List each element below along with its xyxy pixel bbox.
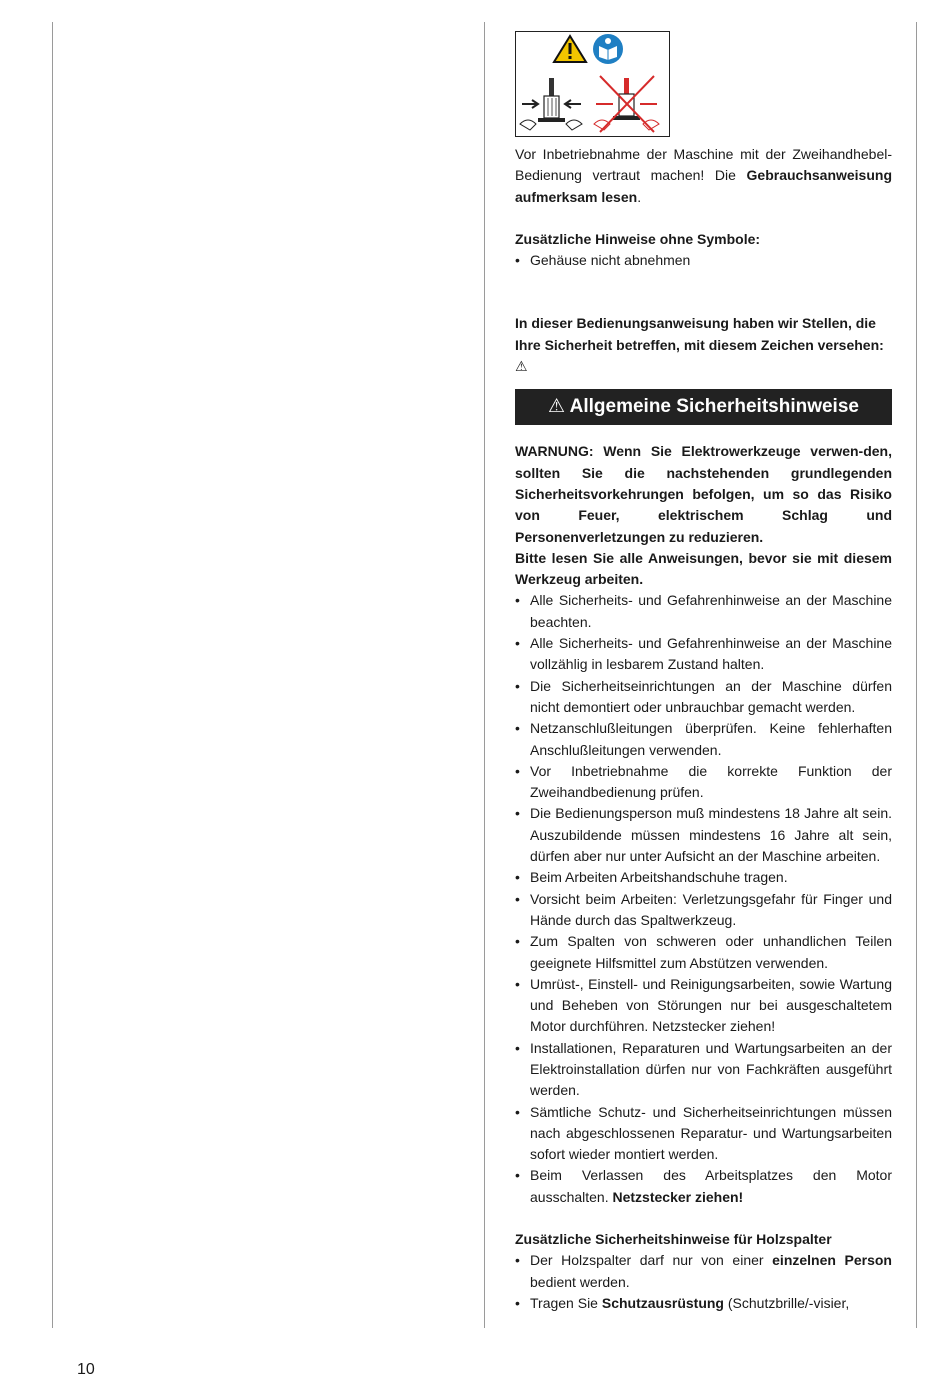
list-item-text <box>530 1165 892 1208</box>
list-item: • Zum Spalten von schweren oder unhandlichen Teilen geeignete Hilfsmittel zum Abstützen verwenden. <box>515 931 892 974</box>
read-instructions-paragraph <box>515 548 892 591</box>
center-divider-line <box>484 22 485 1328</box>
splitter-item1-bold: einzelnen Person <box>772 1252 892 1269</box>
list-item-text: Beim Arbeiten Arbeitshandschuhe tragen. <box>530 869 788 886</box>
intro-text: Vor Inbetriebnahme der Maschine mit der Zweihandhebel-Bedienung vertraut machen! Die <box>515 146 892 184</box>
warning-text: WARNUNG: Wenn Sie Elektrowerkzeuge verwen-den, sollten Sie die nachstehenden grundlegenden Sicherheitsvorkehrungen befolgen, um so das Risiko von Feuer, elektrischem Schlag und Personenverletzungen zu reduzieren. <box>515 443 892 545</box>
list-item: • Installationen, Reparaturen und Wartungsarbeiten an der Elektroinstallation dürfen nur von Fachkräften ausgeführt werden. <box>515 1038 892 1102</box>
list-item-text: Alle Sicherheits- und Gefahrenhinweise an der Maschine beachten. <box>530 592 892 630</box>
intro-bold-text: Gebrauchsanweisung aufmerksam lesen <box>515 167 892 205</box>
warning-paragraph <box>515 441 892 547</box>
prohibited-operation-icon <box>594 76 659 132</box>
list-item-text: Vorsicht beim Arbeiten: Verletzungsgefahr für Finger und Hände durch das Spaltwerkzeug. <box>530 890 892 928</box>
list-item-text <box>530 1293 892 1314</box>
general-safety-list <box>515 590 892 1208</box>
list-item-text: Sämtliche Schutz- und Sicherheitseinrichtungen müssen nach abgeschlossenen Reparatur- und Wartungsarbeiten sofort wieder montiert werden. <box>530 1103 892 1163</box>
list-item: • Alle Sicherheits- und Gefahrenhinweise an der Maschine vollzählig in lesbarem Zustand halten. <box>515 633 892 676</box>
list-item: • Vorsicht beim Arbeiten: Verletzungsgefahr für Finger und Hände durch das Spaltwerkzeug. <box>515 889 892 932</box>
list-item-text: Vor Inbetriebnahme die korrekte Funktion der Zweihandbedienung prüfen. <box>530 762 892 801</box>
list-item: • Sämtliche Schutz- und Sicherheitseinrichtungen müssen nach abgeschlossenen Reparatur- und Wartungsarbeiten sofort wieder montiert werden. <box>515 1102 892 1166</box>
list-item: • Beim Verlassen des Arbeitsplatzes den Motor ausschalten. Netzstecker ziehen! <box>515 1165 892 1208</box>
warning-triangle-icon <box>554 36 586 62</box>
list-item: • Vor Inbetriebnahme die korrekte Funktion der Zweihandbedienung prüfen. <box>515 761 892 804</box>
list-item-text: Alle Sicherheits- und Gefahrenhinweise an der Maschine vollzählig in lesbarem Zustand halten. <box>530 635 892 673</box>
splitter-item2-part: Tragen Sie <box>530 1294 602 1311</box>
list-item: • Alle Sicherheits- und Gefahrenhinweise an der Maschine beachten. <box>515 590 892 633</box>
page-number: 10 <box>77 1361 95 1378</box>
list-item: • Die Sicherheitseinrichtungen an der Maschine dürfen nicht demontiert oder unbrauchbar gemacht werden. <box>515 676 892 719</box>
safety-note-text: In dieser Bedienungsanweisung haben wir Stellen, die Ihre Sicherheit betreffen, mit diesem Zeichen versehen: ⚠ <box>515 315 884 375</box>
right-column-text <box>515 144 892 1314</box>
list-item: • Der Holzspalter darf nur von einer einzelnen Person bedient werden. <box>515 1250 892 1293</box>
list-item: • Netzanschlußleitungen überprüfen. Keine fehlerhaften Anschlußleitungen verwenden. <box>515 718 892 761</box>
list-item: • Umrüst-, Einstell- und Reinigungsarbeiten, sowie Wartung und Beheben von Störungen nur bei ausgeschaltetem Motor durchführen. Netzstecker ziehen! <box>515 974 892 1038</box>
list-item: • Gehäuse nicht abnehmen <box>515 250 892 271</box>
extra-no-symbols-heading-text: Zusätzliche Hinweise ohne Symbole: <box>515 230 761 247</box>
list-item-text: Installationen, Reparaturen und Wartungsarbeiten an der Elektroinstallation dürfen nur von Fachkräften ausgeführt werden. <box>530 1039 892 1099</box>
list-item-text: Die Bedienungsperson muß mindestens 18 Jahre alt sein. Auszubildende müssen mindestens 16 Jahre alt sein, dürfen aber nur unter Aufsicht an der Maschine arbeiten. <box>530 805 892 865</box>
right-margin-line <box>916 22 917 1328</box>
section-banner: ⚠ Allgemeine Sicherheitshinweise <box>515 389 892 425</box>
safety-pictograms <box>516 32 669 136</box>
list-item: • Tragen Sie Schutzausrüstung (Schutzbrille/-visier, <box>515 1293 892 1314</box>
extra-no-symbols-heading <box>515 229 892 250</box>
list-item-text: Umrüst-, Einstell- und Reinigungsarbeiten, sowie Wartung und Beheben von Störungen nur bei ausgeschaltetem Motor durchführen. Netzstecker ziehen! <box>530 975 892 1035</box>
splitter-heading-text: Zusätzliche Sicherheitshinweise für Holzspalter <box>515 1231 832 1248</box>
safety-symbols-box <box>515 31 670 137</box>
intro-paragraph <box>515 144 892 208</box>
splitter-item1-end: bedient werden. <box>530 1273 630 1290</box>
last-item-bold: Netzstecker ziehen! <box>612 1188 744 1205</box>
list-item-text: Gehäuse nicht abnehmen <box>530 252 691 269</box>
list-item-text <box>530 1250 892 1293</box>
read-manual-icon <box>593 34 623 64</box>
list-item: • Die Bedienungsperson muß mindestens 18 Jahre alt sein. Auszubildende müssen mindestens 16 Jahre alt sein, dürfen aber nur unter Aufsicht an der Maschine arbeiten. <box>515 803 892 867</box>
splitter-item2-end: (Schutzbrille/-visier, <box>723 1294 850 1311</box>
last-item-text: Beim Verlassen des Arbeitsplatzes den Motor ausschalten. <box>530 1167 892 1205</box>
left-margin-line <box>52 22 53 1328</box>
list-item-text: Die Sicherheitseinrichtungen an der Maschine dürfen nicht demontiert oder unbrauchbar gemacht werden. <box>530 677 892 715</box>
two-hand-operation-icon <box>520 78 582 130</box>
list-item-text: Zum Spalten von schweren oder unhandlichen Teilen geeignete Hilfsmittel zum Abstützen verwenden. <box>530 933 892 971</box>
splitter-item1-part: Der Holzspalter darf nur von einer <box>530 1252 773 1269</box>
splitter-item2-bold: Schutzausrüstung <box>601 1294 724 1311</box>
list-item-text: Netzanschlußleitungen überprüfen. Keine fehlerhaften Anschlußleitungen verwenden. <box>530 720 892 758</box>
safety-note <box>515 313 892 377</box>
splitter-heading <box>515 1229 892 1250</box>
list-item: • Beim Arbeiten Arbeitshandschuhe tragen. <box>515 867 892 888</box>
read-instructions-text: Bitte lesen Sie alle Anweisungen, bevor sie mit diesem Werkzeug arbeiten. <box>515 549 892 588</box>
intro-end: . <box>637 188 642 205</box>
